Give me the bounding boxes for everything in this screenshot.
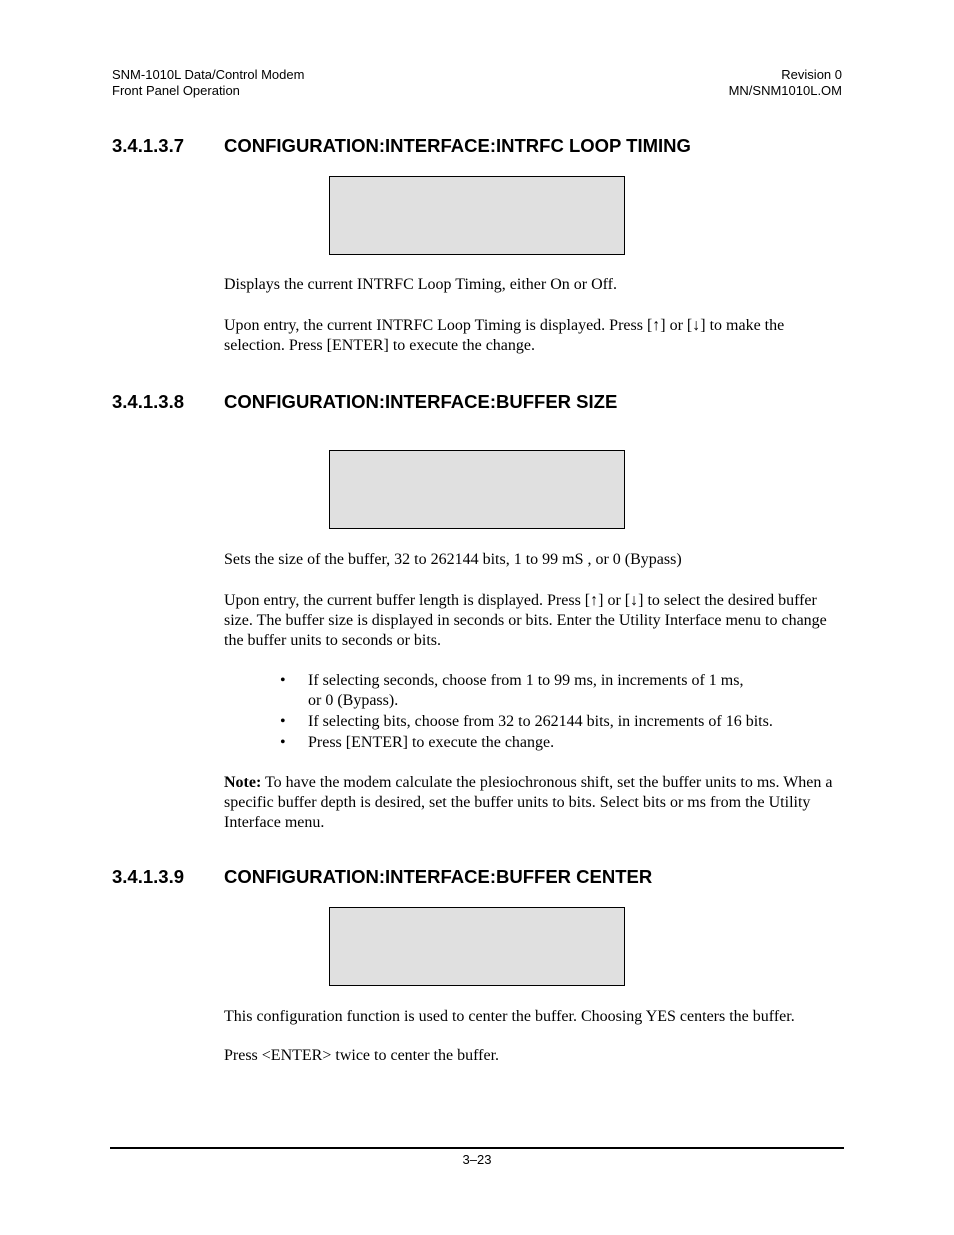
header-chapter: Front Panel Operation <box>112 83 240 98</box>
paragraph: Sets the size of the buffer, 32 to 262144 bits, 1 to 99 mS , or 0 (Bypass) <box>224 551 682 568</box>
list-item-text: If selecting bits, choose from 32 to 262144 bits, in increments of 16 bits. <box>308 713 773 730</box>
list-item <box>280 733 840 753</box>
header-right <box>729 67 842 99</box>
header-revision: Revision 0 <box>781 67 842 82</box>
paragraph: Press <ENTER> twice to center the buffer. <box>224 1047 500 1064</box>
section-title: CONFIGURATION:INTERFACE:INTRFC LOOP TIMING <box>224 135 691 156</box>
bullet-list <box>280 671 840 754</box>
list-item-text: If selecting seconds, choose from 1 to 99 ms, in increments of 1 ms, <box>308 672 744 689</box>
header-doc-title: SNM-1010L Data/Control Modem <box>112 67 305 82</box>
paragraph: This configuration function is used to center the buffer. Choosing YES centers the buffer. <box>224 1008 795 1025</box>
section-heading-buffer-size <box>112 391 617 413</box>
list-item-text: or 0 (Bypass). <box>308 692 399 709</box>
section-number: 3.4.1.3.7 <box>112 135 185 156</box>
section-title: CONFIGURATION:INTERFACE:BUFFER SIZE <box>224 391 618 412</box>
list-item <box>280 671 840 711</box>
section-number: 3.4.1.3.8 <box>112 391 185 412</box>
lcd-display-panel <box>329 450 625 529</box>
lcd-display-panel <box>329 176 625 255</box>
paragraph: Upon entry, the current INTRFC Loop Timing is displayed. Press [↑] or [↓] to make the selection. Press [ENTER] to execute the change. <box>224 317 785 354</box>
note-paragraph <box>224 773 849 833</box>
page-number: 3–23 <box>462 1152 492 1167</box>
section-heading-loop-timing <box>112 135 691 157</box>
section-title: CONFIGURATION:INTERFACE:BUFFER CENTER <box>224 866 653 887</box>
footer-divider <box>110 1147 844 1149</box>
header-doc-number: MN/SNM1010L.OM <box>728 83 842 98</box>
note-text: To have the modem calculate the plesiochronous shift, set the buffer units to ms. When a specific buffer depth is desired, set the buffer units to bits. Select bits or ms from the Utility Interface menu. <box>224 774 833 831</box>
list-item-text: Press [ENTER] to execute the change. <box>308 734 555 751</box>
paragraph: Upon entry, the current buffer length is displayed. Press [↑] or [↓] to select the desired buffer size. The buffer size is displayed in seconds or bits. Enter the Utility Interface menu to change the buffer units to seconds or bits. <box>224 592 827 649</box>
paragraph: Displays the current INTRFC Loop Timing, either On or Off. <box>224 276 618 293</box>
section-number: 3.4.1.3.9 <box>112 866 185 887</box>
note-label: Note: <box>224 774 262 791</box>
header-left <box>112 67 304 99</box>
section-heading-buffer-center <box>112 866 652 888</box>
lcd-display-panel <box>329 907 625 986</box>
list-item <box>280 712 840 732</box>
